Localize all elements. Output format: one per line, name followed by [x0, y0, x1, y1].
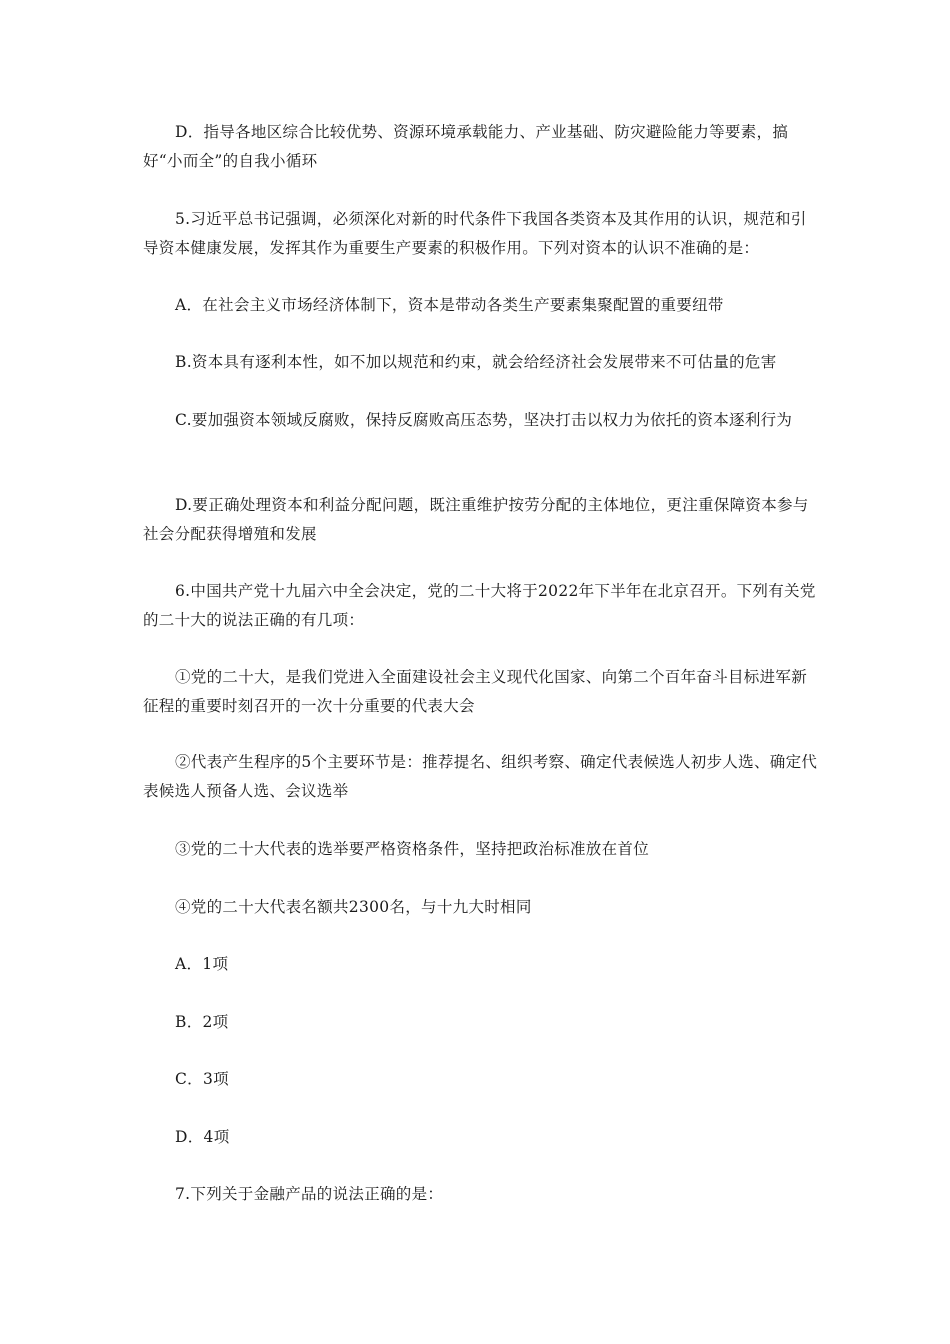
- q6-option-d: D．4项: [175, 1128, 230, 1146]
- q4-option-d: D．指导各地区综合比较优势、资源环境承载能力、产业基础、防灾避险能力等要素，搞好“小而全”的自我小循环: [143, 123, 789, 170]
- q6-item-3: ③党的二十大代表的选举要严格资格条件，坚持把政治标准放在首位: [175, 840, 650, 858]
- q6-item-2: ②代表产生程序的5个主要环节是：推荐提名、组织考察、确定代表候选人初步人选、确定代表候选人预备人选、会议选举: [143, 753, 818, 800]
- q5-stem: 5.习近平总书记强调，必须深化对新的时代条件下我国各类资本及其作用的认识，规范和引导资本健康发展，发挥其作为重要生产要素的积极作用。下列对资本的认识不准确的是：: [143, 210, 807, 257]
- q6-item-1: ①党的二十大，是我们党进入全面建设社会主义现代化国家、向第二个百年奋斗目标进军新征程的重要时刻召开的一次十分重要的代表大会: [143, 668, 808, 715]
- q6-option-c: C．3项: [175, 1070, 229, 1088]
- q7-stem: 7.下列关于金融产品的说法正确的是：: [175, 1185, 444, 1203]
- q5-option-d: D.要正确处理资本和利益分配问题，既注重维护按劳分配的主体地位，更注重保障资本参与社会分配获得增殖和发展: [143, 496, 809, 543]
- q5-option-c: C.要加强资本领域反腐败，保持反腐败高压态势，坚决打击以权力为依托的资本逐利行为: [175, 411, 793, 429]
- q6-option-a: A．1项: [175, 955, 229, 973]
- q5-option-b: B.资本具有逐利本性，如不加以规范和约束，就会给经济社会发展带来不可估量的危害: [175, 353, 777, 371]
- q6-item-4: ④党的二十大代表名额共2300名，与十九大时相同: [175, 898, 532, 916]
- q6-option-b: B．2项: [175, 1013, 229, 1031]
- q6-stem: 6.中国共产党十九届六中全会决定，党的二十大将于2022年下半年在北京召开。下列有关党的二十大的说法正确的有几项：: [143, 582, 816, 629]
- q5-option-a: A．在社会主义市场经济体制下，资本是带动各类生产要素集聚配置的重要纽带: [175, 296, 724, 314]
